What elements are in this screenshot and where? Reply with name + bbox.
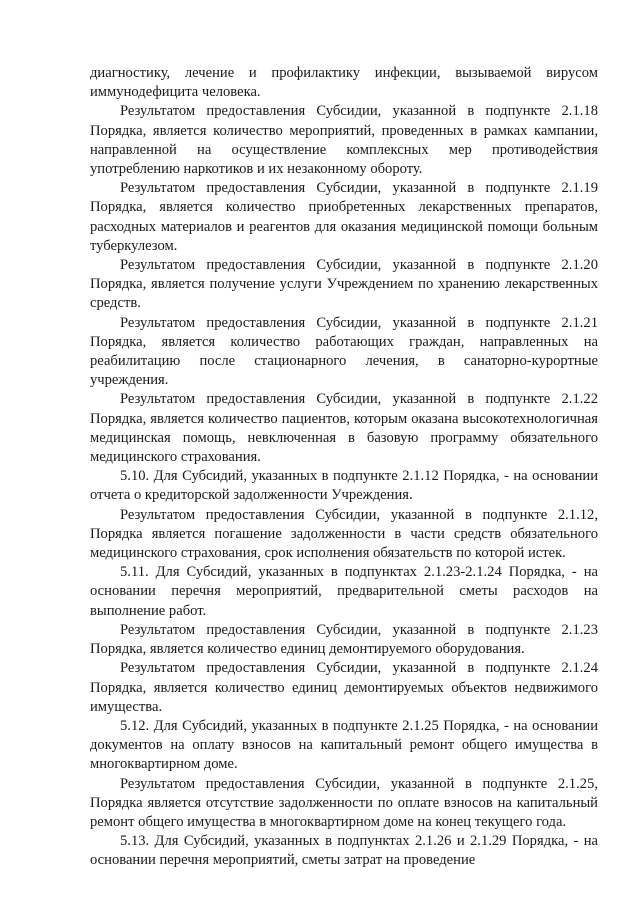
paragraph-section-5-12: 5.12. Для Субсидий, указанных в подпункте 2.1.25 Порядка, - на основании документов на оплату взносов на капитальный ремонт общего имущества в многоквартирном доме.	[90, 717, 598, 773]
paragraph-result-2-1-25: Результатом предоставления Субсидии, указанной в подпункте 2.1.25, Порядка является отсутствие задолженности по оплате взносов на капитальный ремонт общего имущества в многоквартирном доме на конец текущего года.	[90, 775, 598, 830]
paragraph-continuation: диагностику, лечение и профилактику инфекции, вызываемой вирусом иммунодефицита человека.	[90, 65, 598, 101]
paragraph-section-5-11: 5.11. Для Субсидий, указанных в подпунктах 2.1.23-2.1.24 Порядка, - на основании перечня мероприятий, предварительной сметы расходов на выполнение работ.	[90, 564, 598, 619]
paragraph-section-5-13: 5.13. Для Субсидий, указанных в подпунктах 2.1.26 и 2.1.29 Порядка, - на основании перечня мероприятий, сметы затрат на проведение	[90, 833, 598, 869]
paragraph-result-2-1-12: Результатом предоставления Субсидии, указанной в подпункте 2.1.12, Порядка является погашение задолженности в части средств обязательного медицинского страхования, срок исполнения обязательств по которой истек.	[90, 506, 598, 562]
paragraph-result-2-1-23: Результатом предоставления Субсидии, указанной в подпункте 2.1.23 Порядка, является количество единиц демонтируемого оборудования.	[90, 621, 598, 658]
paragraph-result-2-1-21: Результатом предоставления Субсидии, указанной в подпункте 2.1.21 Порядка, является количество работающих граждан, направленных на реабилитацию после стационарного лечения, в санаторно-курортные учреждения.	[90, 314, 598, 389]
paragraph-result-2-1-18: Результатом предоставления Субсидии, указанной в подпункте 2.1.18 Порядка, является количество мероприятий, проведенных в рамках кампании, направленной на осуществление комплексных мер противодействия употреблению наркотиков и их незаконному обороту.	[90, 103, 598, 178]
document-page	[90, 64, 598, 871]
paragraph-section-5-10: 5.10. Для Субсидий, указанных в подпункте 2.1.12 Порядка, - на основании отчета о кредиторской задолженности Учреждения.	[90, 468, 598, 504]
paragraph-result-2-1-20: Результатом предоставления Субсидии, указанной в подпункте 2.1.20 Порядка, является получение услуги Учреждением по хранению лекарственных средств.	[90, 257, 598, 312]
paragraph-result-2-1-24: Результатом предоставления Субсидии, указанной в подпункте 2.1.24 Порядка, является количество единиц демонтируемых объектов недвижимого имущества.	[90, 660, 598, 715]
paragraph-result-2-1-19: Результатом предоставления Субсидии, указанной в подпункте 2.1.19 Порядка, является количество приобретенных лекарственных препаратов, расходных материалов и реагентов для оказания медицинской помощи больным туберкулезом.	[90, 180, 598, 254]
paragraph-result-2-1-22: Результатом предоставления Субсидии, указанной в подпункте 2.1.22 Порядка, является количество пациентов, которым оказана высокотехнологичная медицинская помощь, невключенная в базовую программу обязательного медицинского страхования.	[90, 391, 598, 466]
